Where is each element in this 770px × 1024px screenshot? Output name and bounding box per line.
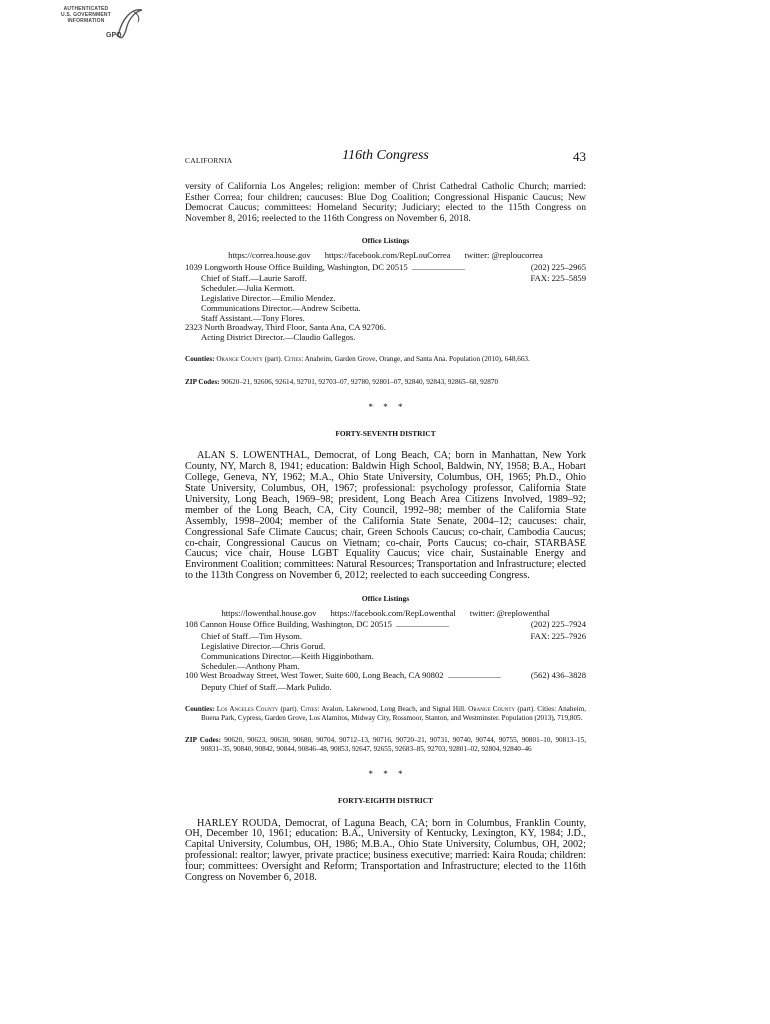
correa-zip-codes: [185, 378, 586, 387]
correa-website-link[interactable]: https://correa.house.gov: [228, 249, 311, 260]
section-separator: * * *: [368, 402, 403, 413]
lowenthal-zip-codes: [185, 736, 586, 753]
logo-text: [50, 6, 122, 24]
correa-office-listings-title: Office Listings: [361, 236, 410, 246]
lowenthal-district-phone: (562) 436–3828: [530, 670, 586, 681]
counties-label: Counties:: [185, 354, 215, 363]
cities-label: Cities: [284, 354, 302, 363]
logo-line-1: AUTHENTICATED: [63, 6, 109, 12]
logo-line-2: U.S. GOVERNMENT: [61, 12, 111, 18]
cities-list-2: (part). Cities: Anaheim, Buena Park, Cypress, Garden Grove, Los Alamitos, Midway City, Rossmoor, Stanton, and Westminster. Population (2013), 719,805.: [201, 704, 587, 722]
cities-list: : Anaheim, Garden Grove, Orange, and Santa Ana. Population (2010), 648,663.: [301, 354, 530, 363]
staff-entry: Communications Director.—Andrew Scibetta.: [201, 302, 361, 313]
leader-dots: [396, 620, 522, 632]
lowenthal-links: [185, 608, 586, 619]
staff-entry: Communications Director.—Keith Higginbotham.: [201, 650, 374, 661]
cities-list: : Avalon, Lakewood, Long Beach, and Signal Hill.: [317, 704, 466, 713]
logo-gpo: GPO: [106, 32, 122, 39]
correa-dc-fax: FAX: 225–5859: [530, 273, 586, 284]
zip-list: 90620–21, 92606, 92614, 92701, 92703–07, 92780, 92801–07, 92840, 92843, 92865–68, 92870: [221, 377, 499, 386]
lowenthal-twitter-handle[interactable]: twitter: @replowenthal: [469, 607, 550, 618]
lowenthal-dc-phone: (202) 225–7924: [530, 619, 586, 630]
staff-entry: Legislative Director.—Chris Gorud.: [201, 640, 326, 651]
lowenthal-website-link[interactable]: https://lowenthal.house.gov: [221, 607, 317, 618]
county-part: (part).: [280, 704, 299, 713]
correa-bio-continued: versity of California Los Angeles; religion: member of Christ Cathedral Catholic Church; married: Esther Correa; four children; caucuses: Blue Dog Coalition; Congressional Hispanic Caucus; New Democrat Caucus; committees: Homeland Security; Judiciary; elected to the 115th Congress on November 8, 2016; reelected to the 116th Congress on November 6, 2018.: [185, 181, 586, 224]
zip-label: ZIP Codes:: [185, 736, 221, 745]
running-head-state: CALIFORNIA: [185, 156, 233, 165]
correa-dc-address: 1039 Longworth House Office Building, Washington, DC 20515: [185, 261, 408, 272]
county-name: Orange County: [216, 354, 263, 363]
gpo-authentication-logo: [50, 6, 146, 46]
counties-label: Counties:: [185, 704, 215, 713]
district-heading: FORTY-EIGHTH DISTRICT: [338, 795, 433, 805]
staff-entry: Chief of Staff.—Laurie Saroff.: [201, 273, 307, 284]
staff-line: [185, 333, 586, 343]
staff-entry: Chief of Staff.—Tim Hysom.: [201, 631, 302, 642]
document-page: [185, 150, 586, 884]
correa-links: [185, 250, 586, 261]
running-head-congress: 116th Congress: [342, 148, 429, 163]
correa-dc-phone: (202) 225–2965: [530, 261, 586, 272]
page-number: 43: [573, 149, 586, 164]
leader-dots: [448, 671, 522, 683]
leader-dots: [412, 263, 522, 275]
cities-label: Cities: [300, 704, 318, 713]
zip-label: ZIP Codes:: [185, 377, 220, 386]
county-part: (part).: [264, 354, 283, 363]
correa-facebook-link[interactable]: https://facebook.com/RepLouCorrea: [324, 249, 451, 260]
lowenthal-facebook-link[interactable]: https://facebook.com/RepLowenthal: [330, 607, 456, 618]
lowenthal-counties: [185, 705, 586, 722]
correa-district-address: 2323 North Broadway, Third Floor, Santa Ana, CA 92706.: [185, 322, 386, 333]
lowenthal-bio: ALAN S. LOWENTHAL, Democrat, of Long Beach, CA; born in Manhattan, New York County, NY, March 8, 1941; education: Baldwin High School, Baldwin, NY, 1958; B.A., Hobart College, Geneva, NY, 1962; M.A., Ohio State University, Columbus, OH, 1965; Ph.D., Ohio State University, Columbus, OH, 1967; professional: psychology professor, California State University, Long Beach, 1969–98; president, Long Beach Area Citizens Involved, 1989–92; member of the Long Beach, CA, City Council, 1992–98; member of the California State Assembly, 1998–2004; member of the California State Senate, 2004–12; caucuses: chair, Congressional Safe Climate Caucus; chair, Green Schools Caucus; co-chair, Cambodia Caucus; co-chair, Congressional Caucus on Vietnam; co-chair, Ports Caucus; co-chair, STARBASE Caucus; vice chair, House LGBT Equality Caucus; vice chair, Sustainable Energy and Environment Coalition; committees: Natural Resources; Transportation and Infrastructure; elected to the 113th Congress on November 6, 2012; reelected to each succeeding Congress.: [185, 450, 586, 582]
county-name-2: Orange County: [468, 704, 516, 713]
district-heading: FORTY-SEVENTH DISTRICT: [335, 428, 436, 438]
lowenthal-district-address: 100 West Broadway Street, West Tower, Suite 600, Long Beach, CA 90802: [185, 670, 444, 681]
staff-entry: Deputy Chief of Staff.—Mark Pulido.: [201, 682, 332, 693]
lowenthal-office-listings-title: Office Listings: [361, 594, 410, 604]
staff-line: [185, 683, 586, 693]
county-name: Los Angeles County: [216, 704, 279, 713]
staff-entry: Staff Assistant.—Tony Flores.: [201, 312, 305, 323]
staff-entry: Acting District Director.—Claudio Gallegos.: [201, 332, 356, 343]
zip-list: 90620, 90623, 90630, 90680, 90704, 90712–13, 90716, 90720–21, 90731, 90740, 90744, 90755, 90801–10, 90813–15, 90831–35, 90840, 90842, 90844, 90846–48, 90853, 92647, 92655, 92683–85, 92703, 92801–02, 92804, 92840–46: [201, 736, 587, 753]
eagle-icon: [114, 6, 144, 46]
staff-entry: Scheduler.—Julia Kermott.: [201, 283, 295, 294]
running-head: [185, 150, 586, 172]
rouda-bio: HARLEY ROUDA, Democrat, of Laguna Beach, CA; born in Columbus, Franklin County, OH, December 10, 1961; education: B.A., University of Kentucky, Lexington, KY, 1984; J.D., Capital University, Columbus, OH, 1986; M.B.A., Ohio State University, Columbus, OH, 2002; professional: realtor; lawyer, private practice; business executive; married: Kaira Rouda; children: four; committees: Oversight and Reform; Transportation and Infrastructure; elected to the 116th Congress on November 6, 2018.: [185, 817, 586, 884]
correa-twitter-handle[interactable]: twitter: @reploucorrea: [464, 249, 543, 260]
correa-counties: [185, 355, 586, 364]
logo-line-3: INFORMATION: [67, 18, 105, 24]
lowenthal-dc-fax: FAX: 225–7926: [530, 631, 586, 642]
staff-entry: Legislative Director.—Emilio Mendez.: [201, 292, 336, 303]
lowenthal-dc-address: 108 Cannon House Office Building, Washington, DC 20515: [185, 619, 392, 630]
staff-entry: Scheduler.—Anthony Pham.: [201, 660, 300, 671]
section-separator: * * *: [368, 769, 403, 780]
